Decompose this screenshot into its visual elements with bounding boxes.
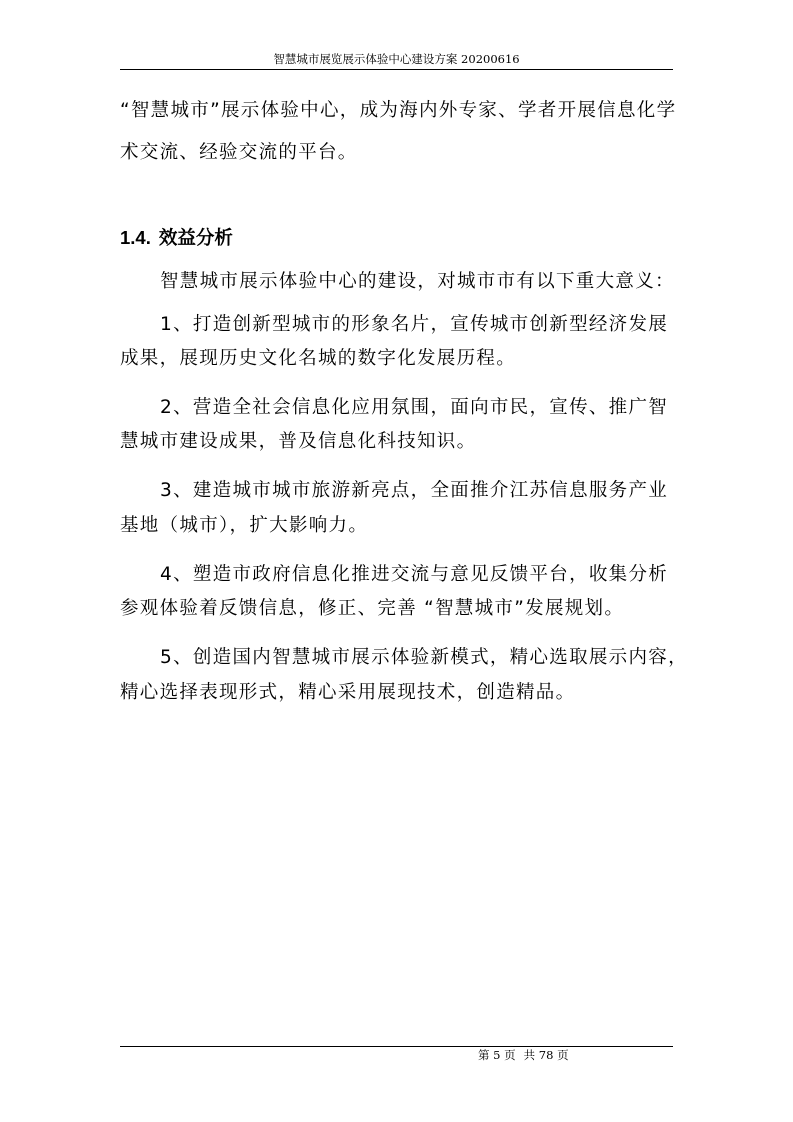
paragraph-5-line-2: 精心选择表现形式，精心采用展现技术，创造精品。 bbox=[120, 682, 576, 703]
paragraph-1-line-2: 成果，展现历史文化名城的数字化发展历程。 bbox=[120, 348, 517, 369]
footer-divider bbox=[120, 1046, 673, 1047]
section-number: 1.4. bbox=[120, 227, 151, 248]
page-number bbox=[478, 1048, 569, 1062]
lead-paragraph: 智慧城市展示体验中心的建设，对城市市有以下重大意义： bbox=[160, 271, 675, 292]
intro-line-1: “智慧城市”展示体验中心，成为海内外专家、学者开展信息化学 bbox=[120, 100, 677, 121]
paragraph-1-line-1: 1、打造创新型城市的形象名片，宣传城市创新型经济发展 bbox=[160, 314, 669, 335]
total-pages: 共 78 页 bbox=[523, 1048, 569, 1062]
header-title: 智慧城市展览展示体验中心建设方案 20200616 bbox=[273, 52, 520, 66]
paragraph-2-line-2: 慧城市建设成果，普及信息化科技知识。 bbox=[120, 431, 477, 452]
paragraph-5-line-1: 5、创造国内智慧城市展示体验新模式，精心选取展示内容， bbox=[160, 647, 688, 668]
paragraph-3-line-2: 基地（城市），扩大影响力。 bbox=[120, 515, 369, 536]
section-title: 效益分析 bbox=[158, 227, 233, 248]
header-divider bbox=[120, 69, 673, 70]
paragraph-3-line-1: 3、建造城市城市旅游新亮点，全面推介江苏信息服务产业 bbox=[160, 480, 669, 501]
paragraph-2-line-1: 2、营造全社会信息化应用氛围，面向市民，宣传、推广智 bbox=[160, 397, 669, 418]
paragraph-4-line-2: 参观体验着反馈信息，修正、完善 “智慧城市”发展规划。 bbox=[120, 598, 625, 619]
section-heading bbox=[120, 224, 233, 251]
current-page: 第 5 页 bbox=[478, 1048, 516, 1062]
paragraph-4-line-1: 4、塑造市政府信息化推进交流与意见反馈平台，收集分析 bbox=[160, 564, 669, 585]
intro-line-2: 术交流、经验交流的平台。 bbox=[120, 142, 358, 163]
